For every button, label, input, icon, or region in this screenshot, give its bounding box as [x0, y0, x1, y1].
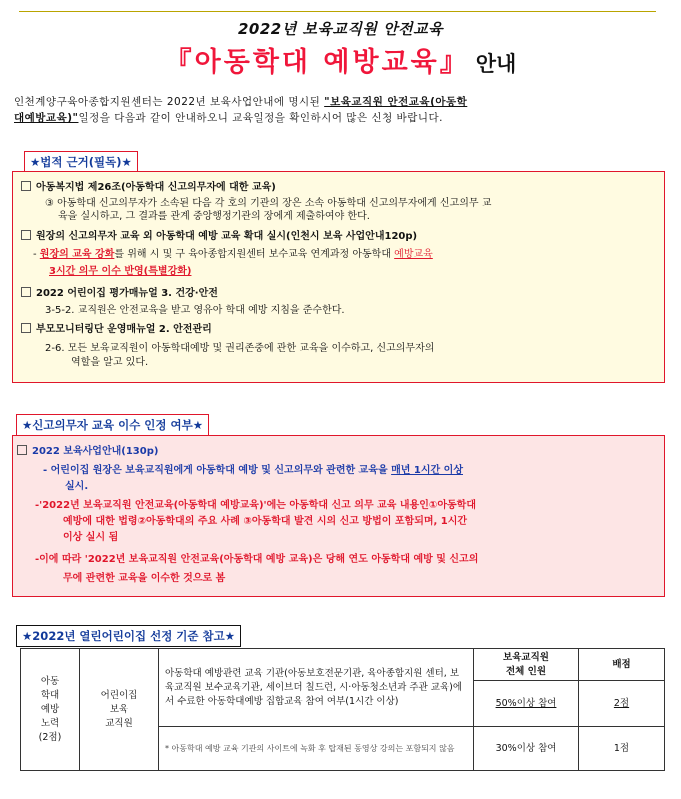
- body-text: 를 위해 시 및 구 육아종합지원센터 보수교육 연계과정 아동학대: [114, 249, 395, 260]
- points-cell: [579, 681, 665, 727]
- points-cell: 1점: [579, 727, 665, 771]
- points-value: 2점: [613, 697, 630, 709]
- reporter-line-1-highlight: 매년 1시간 이상: [391, 465, 463, 476]
- reporter-head-text: 2022 보육사업안내(130p): [32, 446, 159, 457]
- intro-line-1: [14, 94, 664, 110]
- title-main: 『아동학대 예방교육』: [164, 47, 470, 78]
- points-header: 배점: [579, 649, 665, 681]
- reporter-line-1-cont: 실시.: [65, 481, 89, 492]
- document-subtitle: 2022년 보육교직원 안전교육: [237, 20, 444, 38]
- legal-item-1-body-1: ③ 아동학대 신고의무자가 소속된 다음 각 호의 기관의 장은 소속 아동학대 신고의무자에게 신고의무 교: [45, 198, 492, 209]
- reporter-training-box: [12, 435, 665, 597]
- participation-cell: [474, 681, 579, 727]
- reporter-head: [17, 445, 158, 459]
- reporter-line-1-text: - 어린이집 원장은 보육교직원에게 아동학대 예방 및 신고의무와 관련한 교육을: [43, 465, 392, 476]
- reporter-line-6: 무에 관련한 교육을 이수한 것으로 봄: [63, 573, 226, 584]
- intro-text: 인천계양구육아종합지원센터는 2022년 보육사업안내에 명시된: [14, 96, 325, 108]
- legal-item-2-head: [21, 230, 417, 244]
- checkbox-icon: [21, 230, 31, 240]
- legal-item-4-body-1: 2-6. 모든 보육교직원이 아동학대예방 및 권리존중에 관한 교육을 이수하고, 신고의무자의: [45, 343, 435, 354]
- section-legal-basis-tag: ★법적 근거(필독)★: [24, 151, 138, 173]
- category-line: (2점): [38, 731, 62, 743]
- legal-item-1-head-text: 아동복지법 제26조(아동학대 신고의무자에 대한 교육): [36, 182, 276, 193]
- category-line: 노력: [40, 717, 60, 729]
- criteria-description: 아동학대 예방관련 교육 기관(아동보호전문기관, 육아종합지원 센터, 보육교직원 보수교육기관, 세이브더 칠드런, 시·아동청소년과 주관 교육)에서 수료한 아동학대예방 집합교육 참여 여부(1시간 이상): [159, 649, 474, 727]
- participation-header-line: 보육교직원: [503, 651, 549, 663]
- category-line: 예방: [40, 703, 60, 715]
- intro-highlight-cont: 대예방교육)": [14, 112, 79, 124]
- legal-item-4-head-text: 부모모니터링단 운영매뉴얼 2. 안전관리: [36, 324, 212, 335]
- target-cell: [80, 649, 159, 771]
- legal-item-3-head: [21, 287, 218, 301]
- legal-item-3-head-text: 2022 어린이집 평가매뉴얼 3. 건강·안전: [36, 288, 218, 299]
- legal-basis-box: [12, 171, 665, 383]
- intro-paragraph: [14, 94, 664, 126]
- section-reporter-training-tag: ★신고의무자 교육 이수 인정 여부★: [16, 414, 209, 436]
- category-cell: [21, 649, 80, 771]
- participation-value: 50%이상 참여: [495, 697, 557, 709]
- participation-header-line: 전체 인원: [505, 665, 546, 677]
- highlight-principal-training: 원장의 교육 강화: [39, 249, 115, 260]
- target-line: 보육: [109, 703, 129, 715]
- reporter-line-5: -이에 따라 '2022년 보육교직원 안전교육(아동학대 예방 교육)은 당해 연도 아동학대 예방 및 신고의: [35, 554, 479, 565]
- legal-item-4-head: [21, 323, 212, 337]
- checkbox-icon: [21, 287, 31, 297]
- target-line: 교직원: [105, 717, 133, 729]
- reporter-line-1: [43, 464, 463, 478]
- checkbox-icon: [17, 445, 27, 455]
- participation-header: [474, 649, 579, 681]
- bullet: -: [33, 249, 40, 260]
- legal-item-1-body-2: 육을 실시하고, 그 결과를 관계 중앙행정기관의 장에게 제출하여야 한다.: [58, 211, 370, 222]
- intro-highlight: "보육교직원 안전교육(아동학: [324, 96, 468, 108]
- target-line: 어린이집: [100, 689, 138, 701]
- legal-item-4-body-2: 역할을 알고 있다.: [71, 357, 149, 368]
- category-line: 아동: [40, 675, 60, 687]
- section-open-daycare-tag: ★2022년 열린어린이집 선정 기준 참고★: [16, 625, 241, 647]
- legal-item-2-body-2: 3시간 의무 이수 반영(특별강화): [49, 266, 192, 277]
- participation-cell: 30%이상 참여: [474, 727, 579, 771]
- intro-text-cont: 일정을 다음과 같이 안내하오니 교육일정을 확인하시어 많은 신청 바랍니다.: [78, 112, 443, 124]
- checkbox-icon: [21, 323, 31, 333]
- legal-item-2-head-text: 원장의 신고의무자 교육 외 아동학대 예방 교육 확대 실시(인천시 보육 사업안내120p): [36, 231, 418, 242]
- reporter-line-2: -'2022년 보육교직원 안전교육(아동학대 예방교육)'에는 아동학대 신고 의무 교육 내용인①아동학대: [35, 500, 476, 511]
- title-tail: 안내: [475, 52, 517, 76]
- category-line: 학대: [40, 689, 60, 701]
- legal-item-2-body-1: [33, 248, 433, 262]
- open-daycare-criteria-table: [20, 648, 665, 771]
- reporter-line-3: 예방에 대한 법령②아동학대의 주요 사례 ③아동학대 발견 시의 신고 방법이 포함되며, 1시간: [63, 516, 468, 527]
- checkbox-icon: [21, 181, 31, 191]
- legal-item-1-head: [21, 181, 276, 195]
- document-title: [0, 40, 681, 79]
- intro-line-2: [14, 110, 664, 126]
- criteria-note: * 아동학대 예방 교육 기관의 사이트에 녹화 후 탑재된 동영상 강의는 포함되지 않음: [159, 727, 474, 771]
- highlight-prevention: 예방교육: [394, 249, 433, 260]
- top-rule: [19, 11, 656, 12]
- legal-item-3-body: 3-5-2. 교직원은 안전교육을 받고 영유아 학대 예방 지침을 준수한다.: [45, 305, 345, 316]
- reporter-line-4: 이상 실시 됨: [63, 532, 119, 543]
